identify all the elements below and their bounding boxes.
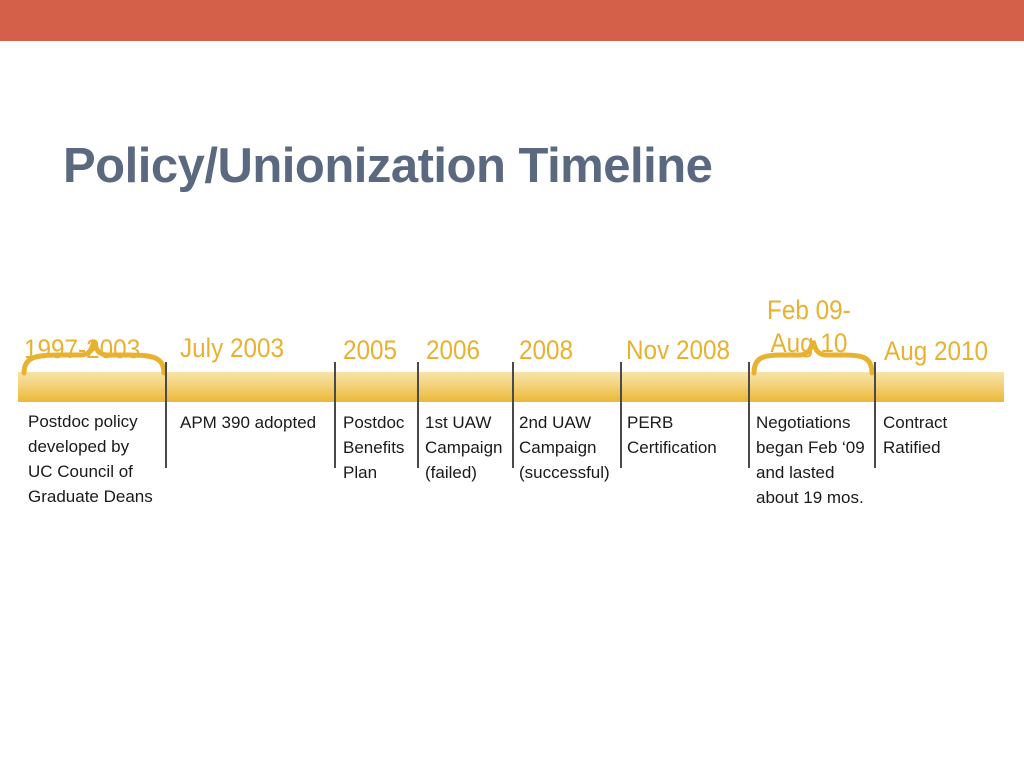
timeline-tick [874, 362, 876, 468]
event-date-july-2003: July 2003 [180, 333, 285, 363]
event-description-negotiations: Negotiations began Feb ‘09 and lasted about 19 mos. [756, 413, 865, 507]
event-date-2008: 2008 [519, 335, 574, 365]
timeline-tick [417, 362, 419, 468]
event-description-2008: 2nd UAW Campaign (successful) [519, 413, 610, 482]
event-date-negotiations [767, 294, 851, 360]
event-date-2005: 2005 [343, 335, 398, 365]
event-date-line2: Aug 10 [770, 328, 848, 358]
event-description-nov-2008: PERB Certification [627, 413, 717, 457]
event-date-line1: Feb 09- [767, 295, 851, 325]
timeline-tick [748, 362, 750, 468]
timeline-tick [165, 362, 167, 468]
event-description-1997-2003: Postdoc policy developed by UC Council of Graduate Deans [28, 412, 153, 506]
event-description-2006: 1st UAW Campaign (failed) [425, 413, 503, 482]
event-date-2006: 2006 [426, 335, 481, 365]
timeline-tick [512, 362, 514, 468]
timeline-tick [620, 362, 622, 468]
top-accent-band [0, 0, 1024, 41]
timeline-tick [334, 362, 336, 468]
slide-title: Policy/Unionization Timeline [63, 139, 713, 193]
event-description-july-2003: APM 390 adopted [180, 413, 317, 432]
event-description-2005: Postdoc Benefits Plan [343, 413, 405, 482]
event-date-nov-2008: Nov 2008 [626, 335, 731, 365]
event-description-aug-2010: Contract Ratified [883, 413, 948, 457]
event-date-1997-2003: 1997-2003 [24, 334, 141, 364]
event-date-aug-2010: Aug 2010 [884, 336, 989, 366]
